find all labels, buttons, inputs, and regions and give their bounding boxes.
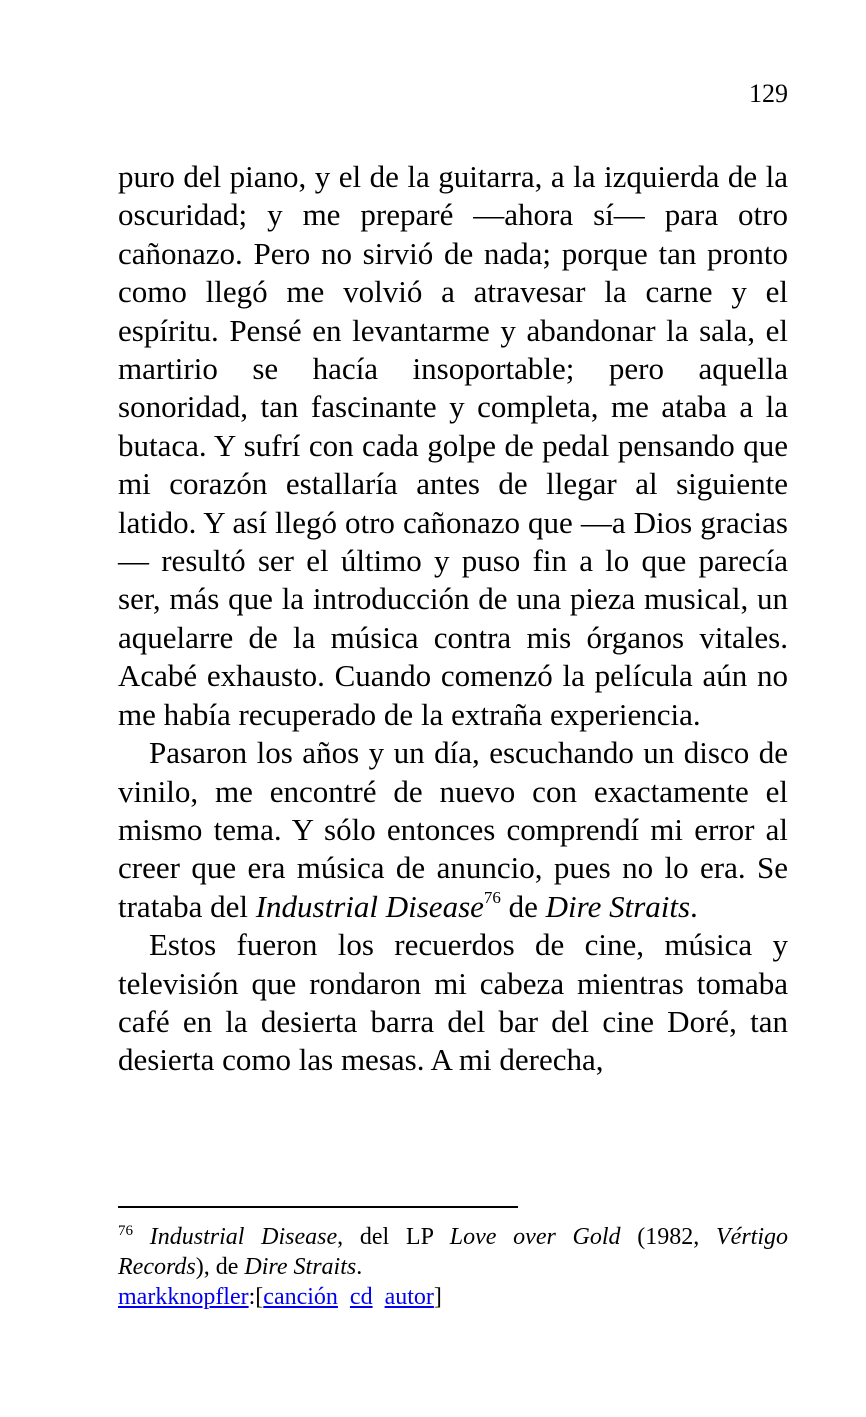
link-cancion[interactable]: canción — [263, 1284, 338, 1310]
footnote-number: 76 — [118, 1223, 133, 1239]
footnote-links — [118, 1282, 788, 1312]
footnote-reference: 76 — [483, 888, 501, 908]
paragraph-2 — [118, 734, 788, 926]
footnote-rule — [118, 1206, 518, 1208]
links-close-bracket: ] — [433, 1284, 442, 1310]
footnote-song: Industrial Disease — [149, 1224, 338, 1250]
paragraph-2-text-before: Pasaron los años y un día, escuchando un disco de vinilo, me encontré de nuevo con exactamente el mismo tema. Y sólo entonces comprendí mi error al creer que era música de anuncio, pues no lo era. Se trataba del — [118, 735, 788, 924]
link-markknopfler[interactable]: markknopfler — [118, 1284, 249, 1310]
paragraph-2-text-after: . — [690, 888, 698, 924]
footnote-text — [118, 1222, 788, 1282]
body-text — [118, 158, 788, 1080]
footnote — [118, 1222, 788, 1312]
footnote-text-4: . — [356, 1254, 363, 1280]
paragraph-3: Estos fueron los recuerdos de cine, música y televisión que rondaron mi cabeza mientras tomaba café en la desierta barra del bar del cine Doré, tan desierta como las mesas. A mi derecha, — [118, 927, 788, 1078]
band-name: Dire Straits — [545, 888, 691, 924]
footnote-text-1: , del LP — [337, 1224, 450, 1250]
links-open-bracket: :[ — [248, 1284, 264, 1310]
song-title: Industrial Disease — [255, 888, 484, 924]
link-cd[interactable]: cd — [349, 1284, 373, 1310]
footnote-label: Vértigo Records — [118, 1224, 789, 1280]
footnote-album: Love over Gold — [449, 1224, 621, 1250]
paragraph-2-text-middle: de — [500, 888, 546, 924]
footnote-text-2: (1982, — [620, 1224, 717, 1250]
link-autor[interactable]: autor — [384, 1284, 434, 1310]
paragraph-1: puro del piano, y el de la guitarra, a la izquierda de la oscuridad; y me preparé —ahora sí— para otro cañonazo. Pero no sirvió de nada; porque tan pronto como llegó me volvió a atravesar la carne y el espíritu. Pensé en levantarme y abandonar la sala, el martirio se hacía insoportable; pero aquella sonoridad, tan fascinante y completa, me ataba a la butaca. Y sufrí con cada golpe de pedal pensando que mi corazón estallaría antes de llegar al siguiente latido. Y así llegó otro cañonazo que —a Dios gracias— resultó ser el último y puso fin a lo que parecía ser, más que la introducción de una pieza musical, un aquelarre de la música contra mis órganos vitales. Acabé exhausto. Cuando comenzó la película aún no me había recuperado de la extraña experiencia. — [118, 159, 788, 732]
page-number: 129 — [749, 79, 788, 108]
footnote-text-3: ), de — [195, 1254, 245, 1280]
footnote-band: Dire Straits — [244, 1254, 357, 1280]
